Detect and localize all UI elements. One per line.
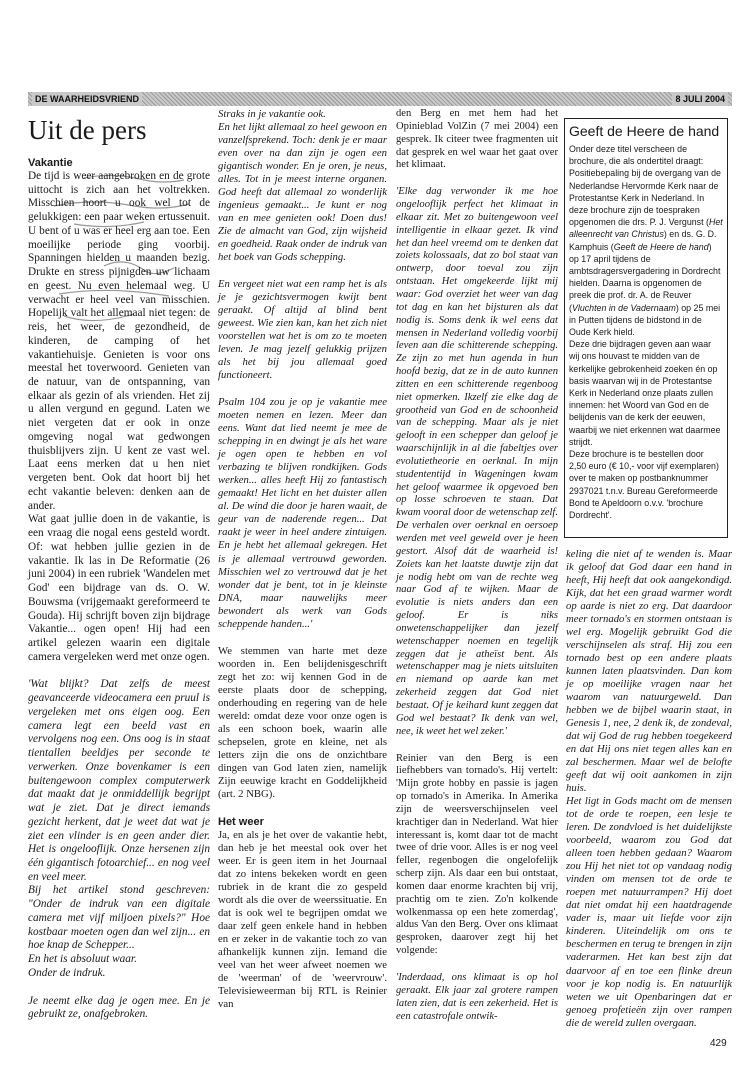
quote-paragraph: En het lijkt allemaal zo heel gewoon en vanzelfsprekend. Toch: denk je er maar even over na dan zijn je ogen een gigantisch wonder. En je oren, je neus, alles. Tot in je meest interne organen. God heeft dat allemaal zo wonderlijk ingenieus gemaakt... Je kunt er nog van en mee genieten ook! Doen dus! Zie de almacht van God, zijn wijsheid en goedheid. Raak onder de indruk van het boek van Gods schepping. [218, 121, 387, 264]
box-paragraph: Deze brochure is te bestellen door 2,50 euro (€ 10,- voor vijf exemplaren) over te maken op postbanknummer 2937021 t.n.v. Bureau Gereformeerde Bond te Apeldoorn o.v.v. 'brochure Dordrecht'. [569, 449, 719, 521]
quote-paragraph: Straks in je vakantie ook. [218, 108, 326, 120]
paragraph: Wat gaat jullie doen in de vakantie, is een vraag die nogal eens gesteld wordt. Of: wat hebben jullie gezien in de vakantie. Ik las in De Reformatie (26 juni 2004) in een rubriek 'Wandelen met God' een bijdrage van ds. O. W. Bouwsma (vrijgemaakt gereformeerd te Gouda). Hij schrijft boven zijn bijdrage Vakantie... ogen open! Hij had een artikel gelezen waarin een digitale camera vergeleken werd met onze ogen. [28, 513, 210, 663]
paragraph: Ja, en als je het over de vakantie hebt, dan heb je het meestal ook over het weer. Er is geen item in het Journaal dat zo intens bekeken wordt en geen rubriek in de krant die zo gespeld wordt als die over de weerssituatie. En dat is ook wel te begrijpen omdat we daar zelf geen enkele hand in hebben en er zeker in de vakantie toch zo van afhankelijk kunnen zijn. Iemand die veel van het weer afweet noemen we de 'weerman' of de 'weervrouw'. Televisieweerman bij RTL is Reinier van [218, 828, 387, 1010]
quote-paragraph: Bij het artikel stond geschreven: "Onder de indruk van een digitale camera met vijf miljoen pixels?" Hoe kostbaar moeten ogen dan wel zijn... en hoe knap de Schepper... [28, 884, 210, 952]
column-4 [566, 548, 732, 1030]
quote-paragraph: keling die niet af te wenden is. Maar ik geloof dat God daar een hand in heeft, Hij heeft dat ook aangekondigd. Kijk, dat het een graad warmer wordt op aarde is niet zo erg. Dat daardoor meer tornado's en stormen ontstaan is wel erg. Mogelijk gebruikt God die verschijnselen als straf. Hij zou een tornado best op een andere plaats kunnen laten plaatsvinden. Dan kom je op moeilijke vragen naar het waarom van natuurgeweld. Dan hebben we de bijbel waarin staat, in Genesis 1, nee, 2 denk ik, de zondeval, dat wij God de rug hebben toegekeerd en dat Hij ons niet tegen alles kan en zal beschermen. Maar wel de belofte geeft dat wij ooit aankomen in zijn huis. [566, 548, 732, 795]
quote-paragraph: Onder de indruk. [28, 966, 106, 979]
publication-name: DE WAARHEIDSVRIEND [32, 92, 142, 106]
box-title: Geeft de Heere de hand [569, 123, 720, 139]
paragraph: Reinier van den Berg is een liefhebbers van tornado's. Hij vertelt: 'Mijn grote hobby en passie is jagen op tornado's in Amerika. In Amerika zijn de weersverschijnselen veel krachtiger dan in Nederland. Wat hier interessant is, komt daar tot de macht twee of drie voor. Alles is er nog veel feller, regenbogen die ongelofelijk scherp zijn. Als daar een bui ontstaat, komen daar enorme krachten bij vrij, prachtig om te zien. Zo'n kolkende wolkenmassa op een hete zomerdag', aldus Van den Berg. Over ons klimaat gesproken, daarover zegt hij het volgende: [396, 752, 558, 957]
quote-paragraph: Het ligt in Gods macht om de mensen tot de orde te roepen, een lesje te leren. De zondvloed is het duidelijkste voorbeeld, waarom zou God dat alleen toen hebben gedaan? Waarom zou Hij het niet tot op vandaag nodig vinden om mensen tot de orde te roepen met natuurrampen? Hij doet dat niet omdat hij een haatdragende vader is, maar uit liefde voor zijn kinderen. Uiteindelijk om ons te beschermen en terug te brengen in zijn vaderarmen. Het kan best zijn dat daarvoor af en toe een flinke dreun voor je kop nodig is. En natuurlijk weten we uit Openbaringen dat er genoeg profetieën zijn over rampen die de wereld zullen overgaan. [566, 795, 732, 1029]
box-paragraph: Deze drie bijdragen geven aan waar wij ons houvast te midden van de kerkelijke gebrokenheid zoeken én op basis waarvan wij in de Protestantse Kerk in Nederland onze plaats zullen innemen: het Woord van God en de belijdenis van de kerk der eeuwen, waarbij we niet erkennen wat daarmee strijdt. [569, 339, 721, 447]
quote-paragraph: 'Inderdaad, ons klimaat is op hol geraakt. Elk jaar zal grotere rampen laten zien, dat is een zekerheid. Het is een catastrofale ontwik- [396, 972, 558, 1022]
quote-paragraph: Je neemt elke dag je ogen mee. En je gebruikt ze, onafgebroken. [28, 994, 210, 1021]
page-number: 429 [710, 1038, 727, 1049]
column-3 [396, 108, 558, 1023]
paragraph: den Berg en met hem had het Opinieblad VolZin (7 mei 2004) een gesprek. Ik citeer twee fragmenten uit dat gesprek en wel waar het gaat over het klimaat. [396, 108, 558, 171]
box-paragraph: Onder deze titel verscheen de brochure, die als ondertitel draagt: Positiebepaling bij de overgang van de Nederlandse Hervormde Kerk naar de Protestantse Kerk in Nederland. In deze brochure zijn de toespraken opgenomen die drs. P. J. Vergunst (Het alleenrecht van Christus) en ds. G. D. Kamphuis (Geeft de Heere de hand) op 17 april tijdens de ambtsdragersvergadering in Dordrecht hielden. Daarna is opgenomen de preek die prof. dr. A. de Reuver (Vluchten in de Vadernaam) op 25 mei in Putten tijdens de bidstond in de Oude Kerk hield. [569, 144, 723, 338]
quote-paragraph: 'Wat blijkt? Dat zelfs de meest geavanceerde videocamera een pruul is vergeleken met ons eigen oog. Een camera legt een beeld vast en vervolgens nog een. Ons oog is in staat tientallen beeldjes per seconde te verwerken. Onze bovenkamer is een buitengewoon complex computerwerk dat maakt dat je onmiddellijk begrijpt wat je ziet. Dat je direct iemands gezicht herkent, dat je weet dat wat je ziet een vlinder is en geen ander dier. Het is ongelooflijk. Onze hersenen zijn één gigantisch fotoarchief... en nog veel en veel meer. [28, 678, 210, 883]
sidebar-box [564, 118, 728, 538]
page-title: Uit de pers [28, 115, 147, 145]
column-2 [218, 108, 387, 1011]
column-1 [28, 156, 210, 1022]
section-heading-vakantie: Vakantie [28, 157, 73, 169]
quote-paragraph: En het is absoluut waar. [28, 953, 137, 966]
paragraph: We stemmen van harte met deze woorden in. Een belijdenisgeschrift zegt het zo: wij kennen God in de eerste plaats door de schepping, onderhouding en regering van de hele wereld: omdat deze voor onze ogen is als een schoon boek, waarin alle schepselen, grote en kleine, net als letters zijn die ons de onzichtbare dingen van God laten zien, namelijk Zijn eeuwige kracht en Goddelijkheid (art. 2 NBG). [218, 644, 387, 800]
quote-paragraph: En vergeet niet wat een ramp het is als je je gezichtsvermogen kwijt bent geraakt. Of altijd al blind bent geweest. Wie zien kan, kan het zich niet voorstellen wat het is om zo te moeten leven. Je mag jezelf gelukkig prijzen als het bij jou allemaal goed functioneert. [218, 278, 387, 382]
quote-paragraph: Psalm 104 zou je op je vakantie mee moeten nemen en lezen. Meer dan eens. Want dat lied neemt je mee de schepping in en dwingt je als het ware je ogen open te hebben en vol verbazing te blijven rondkijken. Gods werken... alles heeft Hij zo fantastisch gemaakt! Het licht en het duister allen al. De wind die door je haren waait, de geur van de naderende regen... Dat raakt je weer in heel andere zintuigen. En je hebt het allemaal gekregen. Het is je allemaal vertrouwd geworden. Misschien wel zo vertrouwd dat je het wonder dat je bent, tot in je kleinste DNA, maar nauwelijks meer bewondert als werk van Gods scheppende handen...' [218, 396, 387, 630]
quote-paragraph: 'Elke dag verwonder ik me hoe ongelooflijk perfect het klimaat in elkaar zit. Met zo buitengewoon veel intelligentie in elkaar gezet. Ik vind het dan heel vreemd om te denken dat zoiets kolossaals, dat zo bol staat van ontwerp, door toeval zou zijn ontstaan. Het omgekeerde lijkt mij waar: God overziet het weer van dag tot dag en kan het bijsturen als dat nodig is. Soms denk ik wel eens dat mensen in Nederland volledig voorbij leven aan die schitterende schepping. Ze zijn zo met hun agenda in hun hoofd bezig, dat ze in de auto kunnen zitten en een schitterende regenboog niet opmerken. Ikzelf zie elke dag de grootheid van God en de schoonheid van de schepping. Maar als je niet gelooft in een schepper dan geloof je waarschijnlijk in al die fabeltjes over evolutietheorie en oerknal. In mijn studententijd in Wageningen kwam het geloof waarmee ik opgevoed ben op losse schroeven te staan. Dat kwam vooral door de wetenschap zelf. De verhalen over oerknal en oersoep werden met veel geweld over je heen gestort. Alsof dát de waarheid is! Zoiets kan het laatste duwtje zijn dat je nodig hebt om van de rechte weg naar God af te wijken. Maar de evolutie is niets anders dan een geloof. Er is niks onwetenschappelijker dan jezelf wetenschapper noemen en tegelijk zeggen dat je atheïst bent. Als wetenschapper mag je niets uitsluiten en niemand op aarde kan met zekerheid zeggen dat God niet bestaat. Of je keihard kunt zeggen dat God wel bestaat? Ik denk van wel, nee, ik weet het wel zeker.' [396, 186, 558, 737]
section-heading-het-weer: Het weer [218, 815, 264, 828]
issue-date: 8 JULI 2004 [672, 92, 728, 106]
header-band [28, 92, 732, 106]
paragraph: De tijd is weer aangebroken en de grote uittocht is zich aan het voltrekken. Misschien hoort u ook wel tot de gelukkigen: een paar weken ertussenuit. U bent of u was er heel erg aan toe. Een moeilijke periode ging voorbij. Spanningen hielden u maanden bezig. Drukte en stress pijnigden uw lichaam en geest. Nu even helemaal weg. U verwacht er heel veel van misschien. Hopelijk valt het allemaal niet tegen: de reis, het weer, de gezondheid, de kinderen, de camping of het vakantiehuisje. Genieten is voor ons meestal het toverwoord. Genieten van de natuur, van de ontspanning, van elkaar als gezin of als vrienden. Het zij u allen vergund en gegund. Laten we niet vergeten dat er ook in onze omgeving nogal wat gedwongen thuisblijvers zijn. U kent ze vast wel. Laat eens merken dat u hen niet vergeten bent. Ook dat hoort bij het echt vakantie beleven: denken aan de ander. [28, 170, 210, 512]
